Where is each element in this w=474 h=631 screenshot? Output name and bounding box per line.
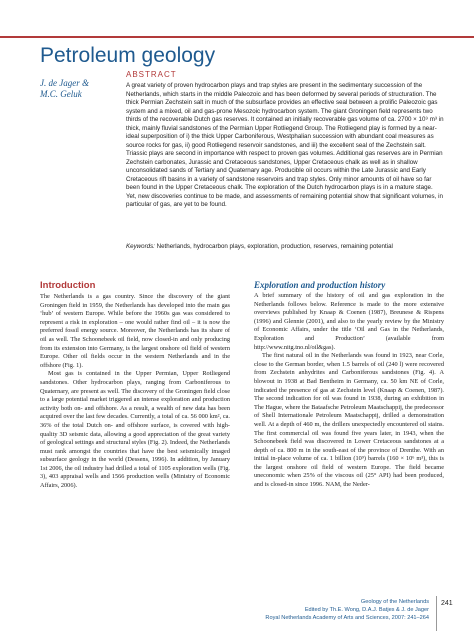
intro-paragraph-2: Most gas is contained in the Upper Permian, Upper Rotliegend sandstones. Other hydrocarbon plays, ranging from Carboniferous to Quaternary, are present as well. The discovery of the Groningen field close to a large potential market triggered an intense exploration and production activity both on- and offshore. As a result, a wealth of new data has been acquired over the last few decades. Currently, a total of ca. 56 000 km², ca. 36% of the total Dutch on- and offshore surface, is covered with high-quality 3D seismic data, allowing a good appreciation of the great variety of geological settings and structural styles (Fig. 2). Indeed, the Netherlands must rank amongst the countries that have the best seismically imaged subsurface geology in the world (Dessens, 1996). In addition, by January 1st 2006, the oil industry had drilled a total of 1105 exploration wells (Fig. 3), 403 appraisal wells and 1566 production wells (Ministry of Economic Affairs, 2006). <box>40 370 230 490</box>
keywords-label: Keywords: <box>126 243 155 250</box>
keywords-text: Netherlands, hydrocarbon plays, exploration, production, reserves, remaining potential <box>156 243 393 250</box>
intro-paragraph-1: The Netherlands is a gas country. Since the discovery of the giant Groningen field in 1959, the Netherlands has developed into the main gas ‘hub’ of western Europe. While before the 1960s gas was considered to represent a risk in exploration – one would rather find oil – it is now the preferred fossil energy source. Moreover, the Netherlands has its share of oil as well. The Schoonebeek oil field, now closed-in and only producing from its extension into Germany, is the largest onshore oil field of western Europe. Other oil fields occur in the western Netherlands and in the offshore (Fig. 1). <box>40 293 230 369</box>
footer-editors: Edited by Th.E. Wong, D.A.J. Batjes & J. de Jager <box>304 607 429 613</box>
author-line-1: J. de Jager & <box>40 78 89 88</box>
page-number: 241 <box>441 600 453 607</box>
exploration-paragraph-1: A brief summary of the history of oil and gas exploration in the Netherlands follows below. Reference is made to the more extensive overviews published by Knaap & Coenen (1987), Breunese & Rispens (1996) and Glennie (2001), and also to the yearly review by the Ministry of Economic Affairs, under the title ‘Oil and Gas in the Netherlands, Exploration and Production’ (available from http://www.nitg.tno.nl/oil&gas). <box>254 292 444 351</box>
footer-divider <box>436 596 437 631</box>
paper-title: Petroleum geology <box>40 44 216 67</box>
title-rule <box>0 36 474 38</box>
left-column <box>40 280 230 491</box>
author-line-2: M.C. Geluk <box>40 89 82 99</box>
author-list <box>40 78 120 100</box>
footer-citation <box>189 598 429 622</box>
keywords <box>126 243 444 252</box>
exploration-heading: Exploration and production history <box>254 280 386 290</box>
abstract-text: A great variety of proven hydrocarbon plays and trap styles are present in the sedimentary succession of the Netherlands, which starts in the middle Paleozoic and has been deformed by several periods of structuration. The thick Permian Zechstein salt in much of the subsurface provides an effective seal between a prolific Paleozoic gas system and a mixed, oil and gas-prone Mesozoic hydrocarbon system. The giant Groningen field represents two thirds of the recoverable Dutch gas reserves. It contained an initially recoverable gas volume of ca. 2700 × 10⁹ m³ in thick, mainly fluvial sandstones of the Permian Upper Rotliegend Group. The Rotliegend play is formed by a near-ideal superposition of i) the thick Upper Carboniferous, Westphalian succession with abundant coal measures as source rocks for gas, ii) good Rotliegend reservoir sandstones, and iii) the excellent seal of the Zechstein salt. Triassic plays are second in importance with respect to proven gas volumes. Additional gas reserves are in Permian Zechstein carbonates, Jurassic and Cretaceous sandstones, Upper Cretaceous chalk as well as in shallow unconsolidated sands of Tertiary and Quaternary age. Producible oil occurs within the Late Jurassic and Early Cretaceous rift basins in a variety of sandstone reservoirs and trap styles. Only minor amounts of oil have so far been found in the Upper Cretaceous chalk. The exploration of the Dutch hydrocarbon plays is in a mature stage. Yet, new discoveries continue to be made, and assessments of remaining potential show that significant volumes, in particular of gas, are yet to be found. <box>126 82 444 208</box>
abstract-heading: ABSTRACT <box>126 70 177 79</box>
exploration-paragraph-2: The first natural oil in the Netherlands was found in 1923, near Corle, close to the German border, when 1.5 barrels of oil (240 l) were recovered from Zechstein anhydrites and Carboniferous sandstones (Fig. 4). A blowout in 1938 at Bad Bentheim in Germany, ca. 50 km NE of Corle, indicated the presence of gas at Zechstein level (Knaap & Coenen, 1987). The second indication for oil was found in 1938, during an exhibition in The Hague, where the Bataafsche Petroleum Maatschappij, the predecessor of Shell Internationale Petroleum Maatschappij, drilled a demonstration well. At a depth of 460 m, the drillers unexpectedly encountered oil stains. The first commercial oil was found five years later, in 1943, when the Schoonebeek field was discovered in Lower Cretaceous sandstones at a depth of ca. 800 m in the south-east of the province of Drenthe. With an initial in-place volume of ca. 1 billion (10⁹) barrels (160 × 10⁶ m³), this is the largest onshore oil field of western Europe. The field became uneconomic when 25% of the viscous oil (25° API) had been produced, and is closed-in since 1996. NAM, the Neder- <box>254 352 444 489</box>
footer-book-title: Geology of the Netherlands <box>360 599 429 605</box>
right-column <box>254 280 444 490</box>
introduction-heading: Introduction <box>40 280 96 291</box>
footer-publisher: Royal Netherlands Academy of Arts and Sciences, 2007: 241–264 <box>265 615 429 621</box>
